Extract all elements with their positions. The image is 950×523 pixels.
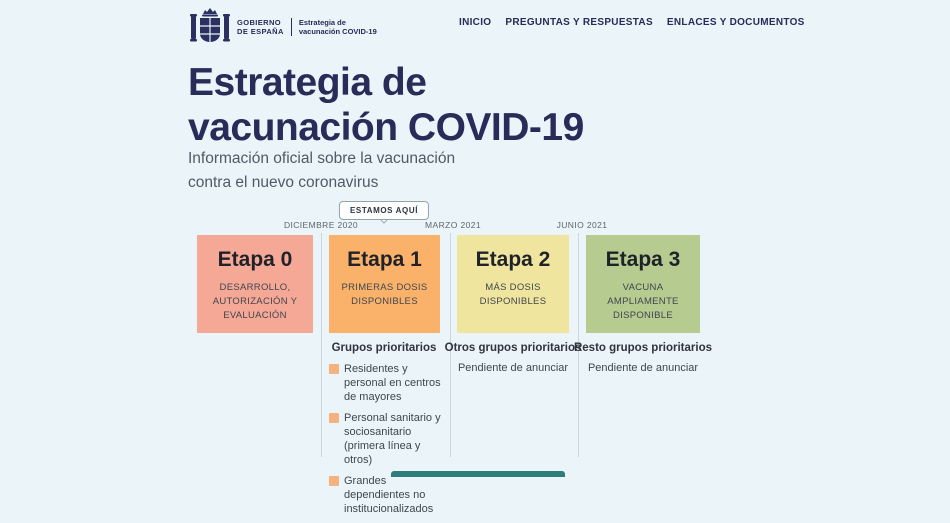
divider <box>321 233 322 457</box>
footer-bar-peek <box>391 471 565 477</box>
estamos-aqui-badge: ESTAMOS AQUÍ <box>339 201 429 220</box>
nav-link-enlaces[interactable]: ENLACES Y DOCUMENTOS <box>666 17 805 28</box>
stage-description: DESARROLLO, AUTORIZACIÓN Y EVALUACIÓN <box>212 282 298 321</box>
list-item: Personal sanitario y sociosanitario (primera línea y otros) <box>329 411 441 467</box>
site-name: Estrategia de vacunación COVID-19 <box>298 18 377 36</box>
date-label-diciembre: DICIEMBRE 2020 <box>283 220 359 230</box>
bullet-square-icon <box>329 476 339 486</box>
header <box>0 0 950 52</box>
groups-heading-etapa-2: Otros grupos prioritarios <box>444 342 582 354</box>
spain-coat-of-arms-icon <box>188 7 232 47</box>
stage-card-etapa-0 <box>197 235 313 333</box>
bullet-square-icon <box>329 364 339 374</box>
stage-title: Etapa 1 <box>347 248 422 271</box>
bullet-square-icon <box>329 413 339 423</box>
government-logo[interactable] <box>188 7 377 47</box>
government-name: GOBIERNO DE ESPAÑA <box>237 18 292 36</box>
priority-groups-list <box>329 362 441 523</box>
stage-card-etapa-3 <box>586 235 700 333</box>
page-title: Estrategia de vacunación COVID-19 <box>188 61 584 149</box>
nav-link-inicio[interactable]: INICIO <box>459 17 492 28</box>
stage-description: VACUNA AMPLIAMENTE DISPONIBLE <box>607 282 679 321</box>
logo-text <box>237 18 377 36</box>
stage-description: PRIMERAS DOSIS DISPONIBLES <box>341 282 428 307</box>
nav-link-preguntas[interactable]: PREGUNTAS Y RESPUESTAS <box>505 17 653 28</box>
groups-heading-etapa-3: Resto grupos prioritarios <box>573 342 713 354</box>
stage-card-etapa-2 <box>457 235 569 333</box>
stage-title: Etapa 2 <box>475 248 551 271</box>
page-subtitle: Información oficial sobre la vacunación contra el nuevo coronavirus <box>188 150 456 191</box>
list-item: Residentes y personal en centros de mayores <box>329 362 441 404</box>
groups-note-etapa-3: Pendiente de anunciar <box>587 362 699 374</box>
date-label-marzo: MARZO 2021 <box>425 220 481 230</box>
stage-title: Etapa 0 <box>217 248 293 271</box>
list-item: Grandes dependientes no institucionalizados <box>329 474 441 516</box>
stage-description: MÁS DOSIS DISPONIBLES <box>479 282 547 307</box>
stage-title: Etapa 3 <box>605 248 681 271</box>
main-nav <box>459 17 805 28</box>
stage-card-etapa-1 <box>329 235 440 333</box>
groups-heading-etapa-1: Grupos prioritarios <box>331 342 437 354</box>
groups-note-etapa-2: Pendiente de anunciar <box>457 362 569 374</box>
date-label-junio: JUNIO 2021 <box>556 220 608 230</box>
